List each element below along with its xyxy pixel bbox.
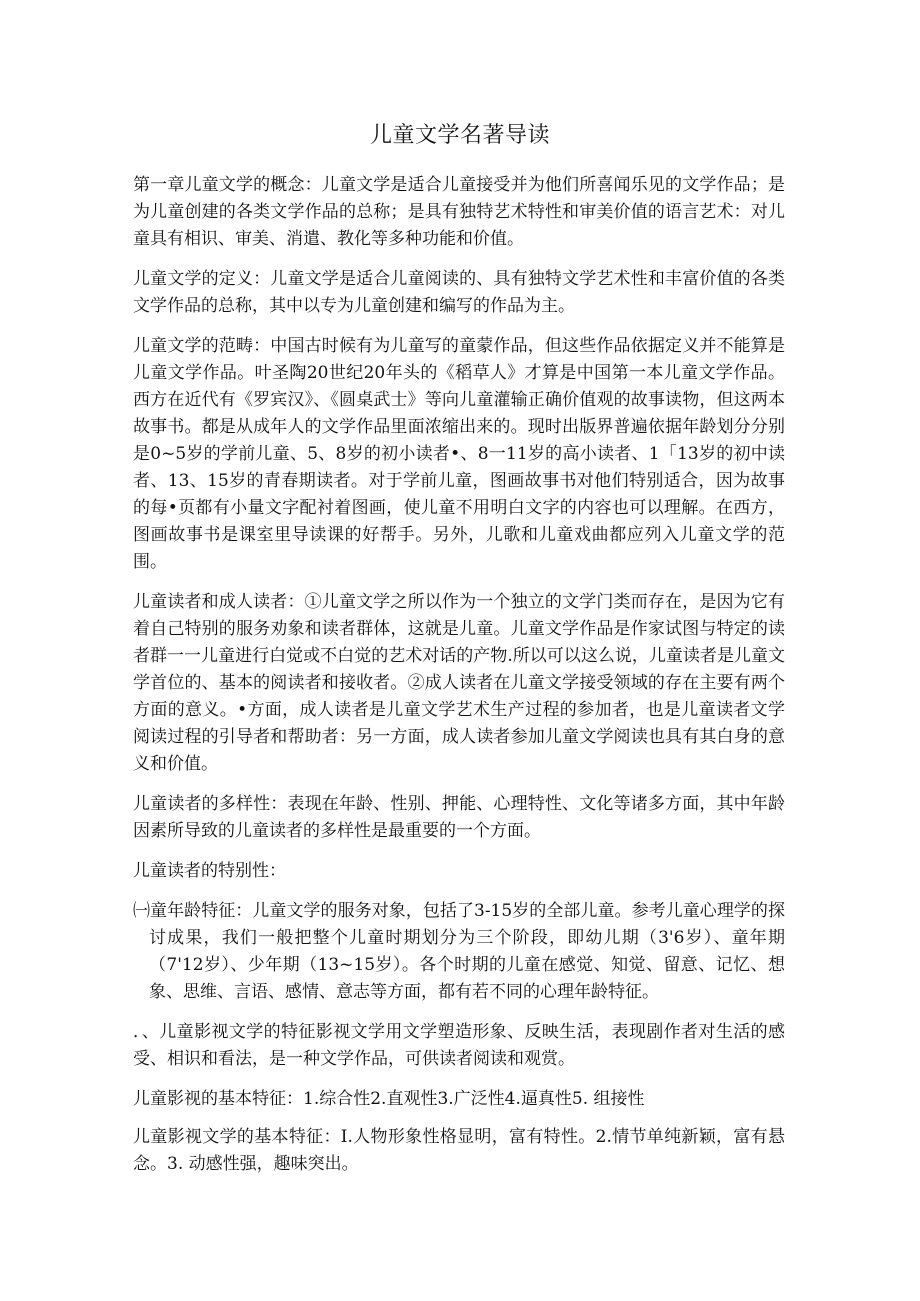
paragraph-film-features: 儿童影视的基本特征：1.综合性2.直观性3.广泛性4.逼真性5. 组接性 <box>133 1089 645 1109</box>
paragraph-film-literature-features: 儿童影视文学的基本特征：I.人物形象性格显明，富有特性。2.情节单纯新颖，富有悬念。3. 动感性强，趣味突出。 <box>133 1127 785 1174</box>
paragraph-readers: 儿童读者和成人读者：①儿童文学之所以作为一个独立的文学门类而存在，是因为它有着自己特别的服务劝象和读者群体，这就是儿童。儿童文学作品是作家试图与特定的读者群一一儿童进行白觉或不白觉的艺术对话的产物.所以可以这么说，儿童读者是儿童文学首位的、基本的阅读者和接收者。②成人读者在儿童文学接受领域的存在主要有两个方面的意义。•方面，成人读者是儿童文学艺术生产过程的参加者，也是儿童读者文学阅读过程的引导者和帮助者：另一方面，成人读者参加儿童文学阅读也具有其白身的意义和价值。 <box>133 592 785 774</box>
paragraph-concept: 第一章儿童文学的概念：儿童文学是适合儿童接受并为他们所喜闻乐见的文学作品；是为儿童创建的各类文学作品的总称；是具有独特艺术特性和审美价值的语言艺术：对儿童具有相识、审美、消遣、教化等多种功能和价值。 <box>133 175 785 249</box>
document-title: 儿童文学名著导读 <box>369 123 550 148</box>
paragraph-definition: 儿童文学的定义：儿童文学是适合儿童阅读的、具有独特文学艺术性和丰富价值的各类文学作品的总称，其中以专为儿童创建和编写的作品为主。 <box>133 269 785 316</box>
paragraph-diversity: 儿童读者的多样性：表现在年龄、性别、押能、心理特性、文化等诸多方面，其中年龄因素所导致的儿童读者的多样性是最重要的一个方面。 <box>133 794 785 841</box>
paragraph-particularity-heading: 儿童读者的特别性： <box>133 861 286 881</box>
document-body <box>133 172 785 1191</box>
paragraph-age-features: ㈠童年龄特征：儿童文学的服务对象，包括了3-15岁的全部儿童。参考儿童心理学的探讨成果，我们一般把整个儿童时期划分为三个阶段，即幼儿期（3'6岁）、童年期（7'12岁）、少年期（13~15岁）。各个时期的儿童在感觉、知觉、留意、记忆、想象、思维、言语、感情、意志等方面，都有若不同的心理年龄特征。 <box>133 901 785 1002</box>
paragraph-scope: 儿童文学的范畴：中国古时候有为儿童写的童蒙作品，但这些作品依据定义并不能算是儿童文学作品。叶圣陶20世纪20年头的《稻草人》才算是中国第一本儿童文学作品。西方在近代有《罗宾汉》、《圆桌武士》等向儿童灌输正确价值观的故事读物，但这两本故事书。都是从成年人的文学作品里面浓缩出来的。现时出版界普遍依据年龄划分分别是0~5岁的学前儿童、5、8岁的初小读者•、8一11岁的高小读者、1「13岁的初中读者、13、15岁的青春期读者。对于学前儿童，图画故事书对他们特别适合，因为故事的每•页都有小量文字配衬着图画，使儿童不用明白文字的内容也可以理解。在西方，图画故事书是课室里导读课的好帮手。另外，儿歌和儿童戏曲都应列入儿童文学的范围。 <box>133 336 785 572</box>
paragraph-film-literature: ．、儿童影视文学的特征影视文学用文学塑造形象、反映生活，表现剧作者对生活的感受、相识和看法，是一种文学作品，可供读者阅读和观赏。 <box>133 1022 785 1069</box>
